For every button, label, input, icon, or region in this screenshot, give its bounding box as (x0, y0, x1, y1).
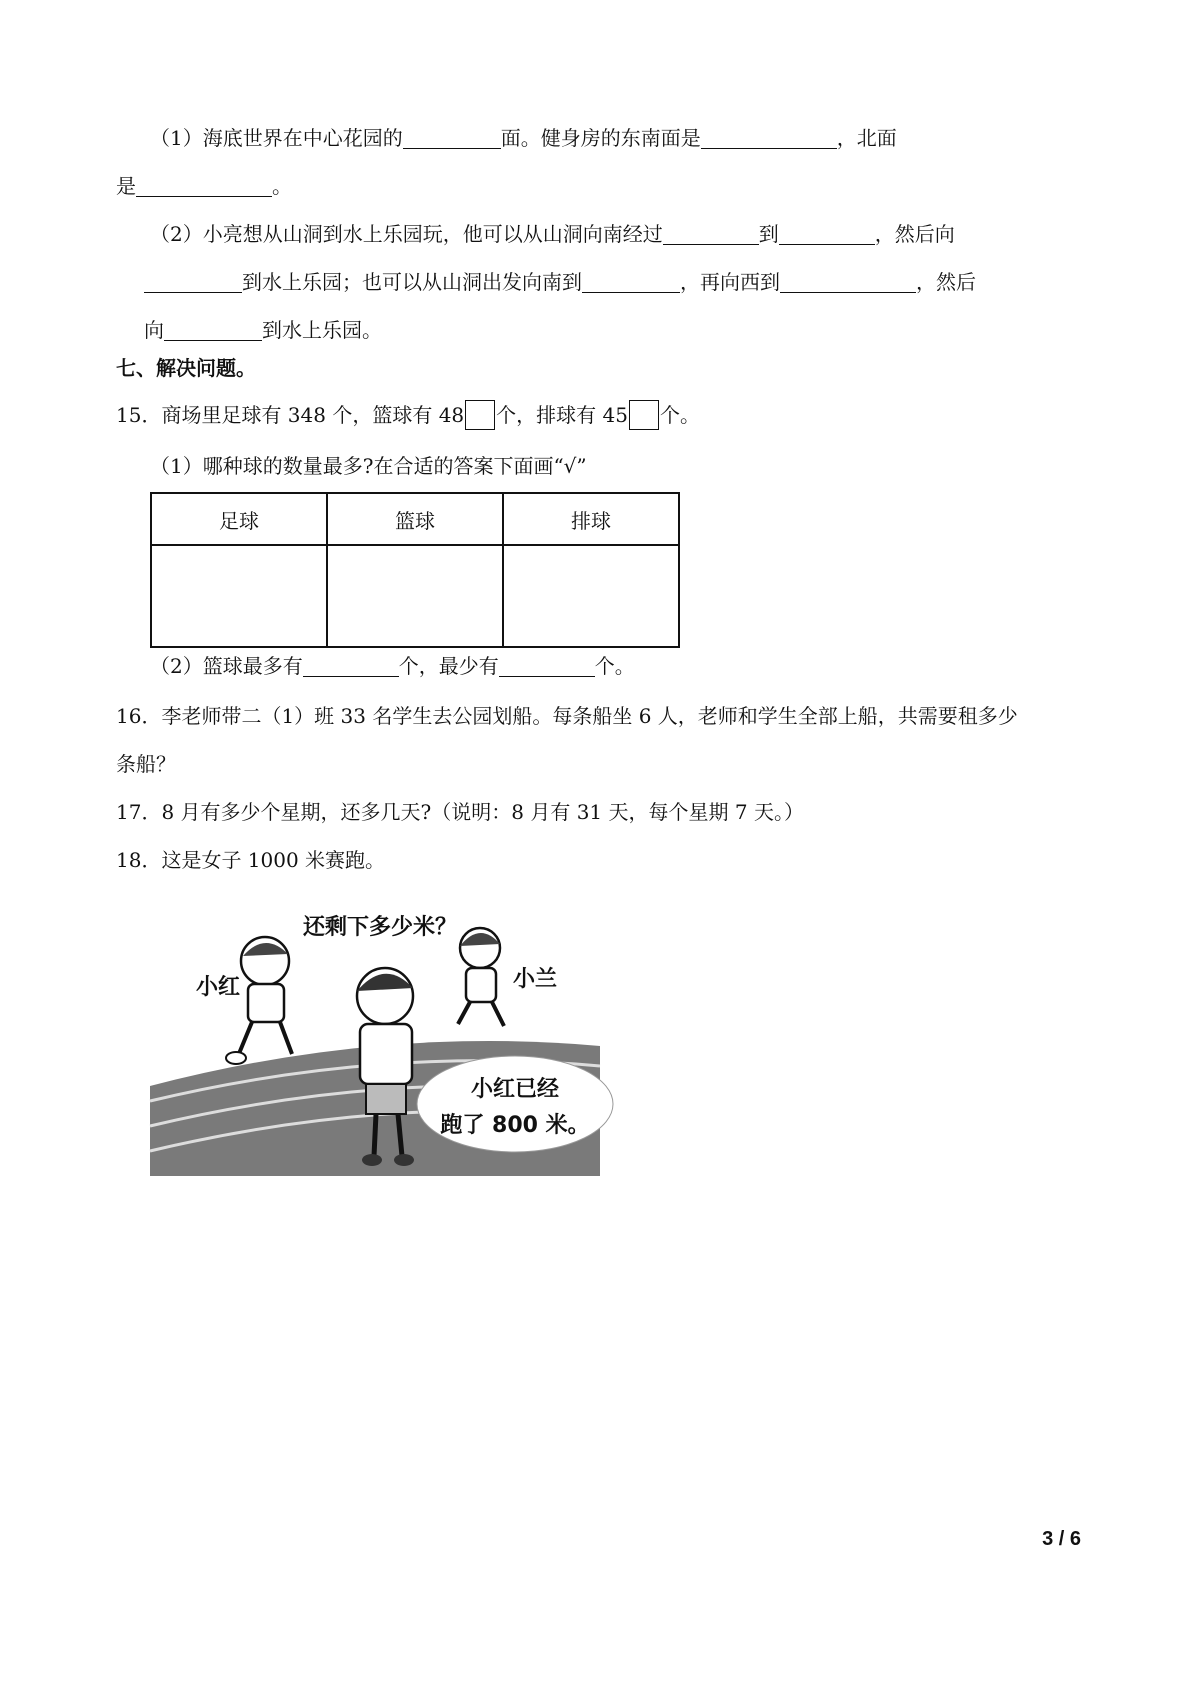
q14-part2-line2: 到水上乐园；也可以从山洞出发向南到 ，再向西到 ，然后 (144, 268, 976, 296)
label-xiaolan: 小兰 (512, 967, 558, 992)
label-xiaohong: 小红 (195, 975, 241, 1000)
digit-box[interactable] (465, 400, 495, 430)
q17: 17．8 月有多少个星期，还多几天?（说明：8 月有 31 天，每个星期 7 天。） (116, 800, 804, 824)
answer-blank[interactable] (303, 654, 399, 677)
answer-blank[interactable] (701, 126, 837, 149)
q14-part1-line1: （1）海底世界在中心花园的 面。健身房的东南面是 ，北面 (150, 126, 897, 150)
q14-part2-line3: 向 到水上乐园。 (144, 318, 382, 342)
answer-blank[interactable] (403, 126, 501, 149)
answer-table (150, 492, 680, 648)
answer-blank[interactable] (780, 270, 916, 293)
answer-blank[interactable] (136, 174, 272, 197)
q16-line1: 16．李老师带二（1）班 33 名学生去公园划船。每条船坐 6 人，老师和学生全部上船，共需要租多少 (116, 704, 1018, 728)
answer-cell-football[interactable] (151, 545, 327, 647)
q14-part2-line1: （2）小亮想从山洞到水上乐园玩，他可以从山洞向南经过 到 ，然后向 (150, 222, 955, 246)
q15-stem: 15．商场里足球有 348 个，篮球有 48 个，排球有 45 个。 (116, 400, 700, 430)
answer-blank[interactable] (144, 270, 242, 293)
answer-blank[interactable] (582, 270, 680, 293)
answer-blank[interactable] (663, 222, 759, 245)
race-illustration (140, 886, 618, 1184)
header-volleyball: 排球 (503, 493, 679, 545)
q14-part1-line2: 是 。 (116, 174, 292, 198)
answer-cell-volleyball[interactable] (503, 545, 679, 647)
digit-box[interactable] (629, 400, 659, 430)
q15-part2: （2）篮球最多有 个，最少有 个。 (150, 654, 635, 678)
q16-line2: 条船？ (116, 752, 176, 776)
answer-blank[interactable] (499, 654, 595, 677)
answer-blank[interactable] (779, 222, 875, 245)
header-football: 足球 (151, 493, 327, 545)
section-heading: 七、解决问题。 (116, 356, 256, 380)
page-number: 3 / 6 (1042, 1528, 1081, 1550)
q15-part1: （1）哪种球的数量最多?在合适的答案下面画“√” (150, 454, 587, 478)
illustration-question: 还剩下多少米？ (302, 915, 458, 940)
answer-cell-basketball[interactable] (327, 545, 503, 647)
q18: 18．这是女子 1000 米赛跑。 (116, 848, 386, 872)
bubble-line2: 跑了 800 米。 (440, 1113, 590, 1138)
running-track-scene (140, 886, 618, 1184)
answer-blank[interactable] (164, 318, 262, 341)
header-basketball: 篮球 (327, 493, 503, 545)
bubble-line1: 小红已经 (470, 1077, 560, 1102)
